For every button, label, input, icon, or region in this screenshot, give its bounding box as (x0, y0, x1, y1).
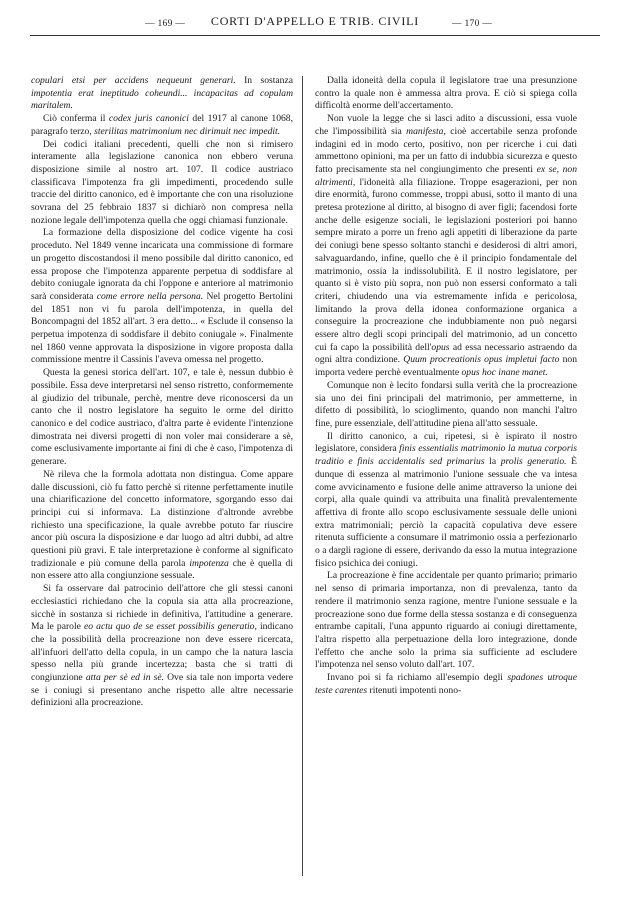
text-run: del 1917 al canone 1068, paragrafo terzo, (31, 113, 294, 137)
italic-text: ex se, non altrimenti, (315, 163, 577, 188)
text-run: Nel progetto Bertolini del 1851 non vi fu parola dell'impotenza, in quella del Boncompagni del 1852 all'art. 3 era detto... « Esclude il consenso la perpetua impotenza di soddisfare il debito coniugale ». Finalmente nel 1860 venne approvata la disposizione in vigore proposta dalla commissione mentre il Cassinis l'aveva omessa nel progetto. (31, 290, 293, 366)
italic-text: copulari etsi per accidens nequeunt generari. (31, 75, 236, 86)
text-run: ritenuti impotenti nono- (367, 684, 462, 696)
italic-text: spadones utroque teste carentes (315, 672, 577, 696)
left-paragraph (31, 227, 293, 367)
left-paragraph (31, 113, 293, 138)
text-run: Non vuole la legge che si lasci adito a discussioni, essa vuole che l'impossibilità sia (315, 113, 577, 137)
italic-text: impotentia erat ineptitudo coheundi... incapacitas ad copulam maritalem. (31, 87, 293, 112)
text-run: Ciò conferma il (43, 113, 109, 125)
italic-text: eo actu quo de se esset possibilis generatio, (84, 621, 257, 633)
left-column (31, 75, 293, 710)
italic-text: come errore nella persona. (96, 290, 204, 302)
column-divider (302, 76, 303, 876)
text-run: Il diritto canonico, a cui, ripetesi, si è ispirato il nostro legislatore, considera (315, 430, 577, 455)
italic-text: opus (431, 341, 450, 353)
text-run: È dunque di essenza al matrimonio l'unione sessuale che va intesa come avvicinamento e fusione delle anime attraverso la unione dei corpi, alla quale quindi va attribuita una finalità prevalentemente affettiva di fronte allo scopo esclusivamente sessuale delle unioni extra matrimoniali; perciò la capacità copulativa deve essere ritenuta sufficiente a consumare il matrimonio ossia a perfezionarlo o a dargli ragione di essere, derivando da esso la mutua integrazione fisico psichica dei coniugi. (315, 456, 577, 569)
text-run: La formazione della disposizione del codice vigente ha così proceduto. Nel 1849 venne incaricata una commissione di formare un progetto discostandosi il meno possibile dal diritto canonico, ed essa propose che l'impotenza apparente perpetua di soddisfare al debito coniugale ignorata da chi l'oppone e anteriore al matrimonio sarà considerata (31, 227, 293, 302)
right-paragraph (315, 672, 577, 697)
text-run: Nè rileva che la formola adottata non distingua. Come appare dalle discussioni, ciò fu fatto perchè si ritenne perfettamente inutile una chiarificazione del concetto informatore, sgorgando esso dai principi cui si informava. La distinzione d'altronde avrebbe richiesto una specificazione, la quale avrebbe potuto far riuscire ancor più oscura la disposizione e dar luogo ad altri dubbi, ad altre questioni più gravi. E tale interpretazione è conforme al significato tradizionale e più comune della parola (31, 468, 293, 569)
page-number-left: — 169 — (145, 19, 186, 29)
italic-text: prolis generatio. (500, 456, 567, 468)
right-column (315, 75, 577, 697)
text-run: La procreazione è fine accidentale per quanto primario; primario nel senso di primaria importanza, non di prevalenza, tanto da rendere il matrimonio senza ragione, mentre l'unione sessuale e la procreazione sono due forme della stessa sostanza e di conseguenza entrambe capitali, l'una appunto riguardo ai coniugi direttamente, l'altra rispetto alla perpetuazione della loro integrazione, donde l'effetto che anche solo la prima sia sufficiente ad escludere l'impotenza nel senso voluto dall'art. 107. (315, 570, 577, 671)
italic-text: finis essentialis matrimonio la mutua corporis traditio e finis accidentalis sed primarius (315, 443, 577, 468)
italic-text: atta per sè ed in sè. (85, 672, 165, 684)
running-title: CORTI D'APPELLO E TRIB. CIVILI (210, 14, 420, 28)
italic-text: codex juris canonici (108, 113, 189, 125)
text-run: indicano che la possibilità della procreazione non deve essere ricercata, all'infuori dell'atto della copula, in un campo che la natura lascia spesso nella più grande incertezza; basta che si tratti di congiunzione (31, 621, 294, 684)
running-header (30, 14, 600, 36)
italic-text: opus hoc inane manet. (461, 367, 548, 379)
text-run: ad essa necessario astraendo da ogni altra condizione. (315, 341, 577, 366)
italic-text: impotenza (189, 557, 229, 569)
left-paragraph (31, 367, 293, 469)
text-run: Invano poi si fa richiamo all'esempio degli (327, 672, 508, 684)
italic-text: Quum procreationis opus impletui facto (403, 354, 560, 366)
text-run: Comunque non è lecito fondarsi sulla verità che la procreazione sia uno dei fini principali del matrimonio, per ammetterne, in difetto di possibilità, lo scioglimento, quando non manchi l'altro fine, pure essenziale, dell'attitudine piena all'atto sessuale. (315, 379, 577, 429)
left-paragraph (31, 75, 293, 113)
text-run: Ove sia tale non importa vedere se i coniugi si presentano anche rispetto alle altre necessarie definizioni alla procreazione. (31, 672, 293, 709)
text-run: la (484, 456, 501, 468)
left-paragraph (31, 583, 293, 710)
page-number-right: — 170 — (452, 19, 493, 29)
text-run: che è quella di non essere atto alla congiunzione sessuale. (31, 557, 293, 582)
text-run: Si fa osservare dal patrocinio dell'attore che gli stessi canoni ecclesiastici richiedano che la copula sia atta alla procreazione, sicchè in sostanza si richiede in definitiva, l'attitudine a generare. Ma le parole (31, 583, 293, 633)
text-run: Dei codici italiani precedenti, quelli che non si rimisero interamente alla legislazione canonica non ebbero veruna disposizione simile al nostro art. 107. Il codice austriaco classificava l'impotenza fra gli impedimenti, procedendo sulle traccie del diritto canonico, ed è importante che con una risoluzione sovrana del 25 febbraio 1837 si dichiarò non compresa nella nozione legale dell'impotenza quella che oggi chiamasi funzionale. (31, 138, 293, 226)
italic-text: manifesta, (406, 125, 446, 137)
header-rule (30, 35, 600, 36)
right-paragraph (315, 380, 577, 431)
right-paragraph (315, 431, 577, 571)
right-paragraph (315, 570, 577, 672)
text-run: l'idoneità alla filiazione. Troppe esagerazioni, per non dire enormità, furono commesse, troppi abusi, sotto il manto di una pretesa protezione al diritto, al bisogno di aver figli; facendosi forte anche delle esigenze sociali, le legislazioni posteriori poi hanno sempre mirato a porre un freno agli appetiti di liberazione da parte dei coniugi bene spesso soltanto stanchi e desiderosi di altri amori, salvaguardando, infine, quello che è il principio fondamentale del matrimonio, ossia la indissolubilità. E il nostro legislatore, per quanto si è visto più sopra, non può non essersi conformato a tali criteri, chiudendo una via estremamente infida e pericolosa, limitando la prova della idonea conformazione organica a conseguire la procreazione che indubbiamente non può negarsi essere altro degli scopi principali del matrimonio, ad un concetto cui fa capo la possibilità dell' (315, 176, 577, 353)
text-run: Dalla idoneità della copula il legislatore trae una presunzione contro la quale non è ammessa altra prova. E ciò si spiega colla difficoltà enorme dell'accertamento. (315, 75, 577, 112)
left-paragraph (31, 469, 293, 583)
text-run: Questa la genesi storica dell'art. 107, e tale è, nessun dubbio è possibile. Essa deve interpretarsi nel senso ristretto, conformemente al giudizio del tribunale, perchè, mentre deve riconoscersi da un canto che il nostro legislatore ha seguito le orme del diritto canonico e del codice austriaco, d'altra parte è evidente l'intenzione dimostrata nei diversi progetti di non voler mai considerare a sè, come esclusivamente importante ai fini di che è caso, l'impotenza di generare. (31, 367, 293, 468)
text-run: In sostanza (235, 75, 293, 86)
text-run: non importa vedere perchè eventualmente (315, 354, 577, 379)
text-run: cioè accertabile senza profonde indagini ed in modo certo, positivo, non per ricerche i cui dati ammettono opinioni, ma per un fatto di indubbia sicurezza e questo fatto precisamente sta nel congiungimento che presenti (315, 125, 577, 175)
right-paragraph (315, 113, 577, 380)
italic-text: sterilitas matrimonium nec dirimuit nec impedit. (94, 125, 281, 137)
right-paragraph (315, 75, 577, 113)
left-paragraph (31, 139, 293, 228)
